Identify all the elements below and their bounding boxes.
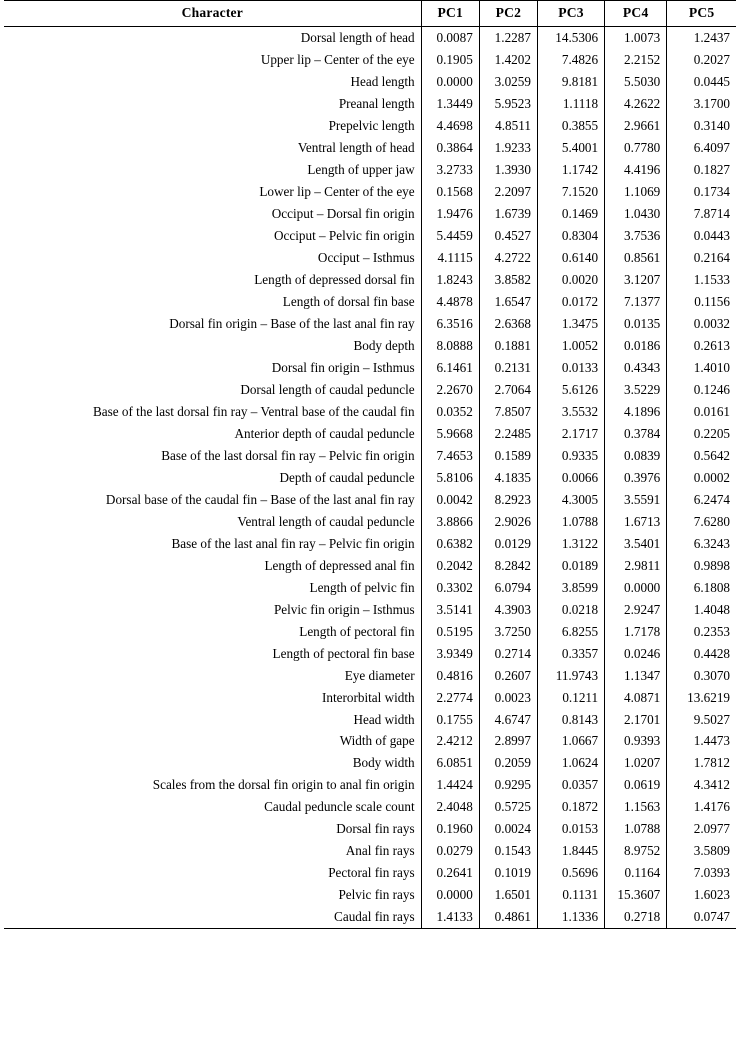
cell-pc2: 8.2842	[479, 554, 537, 576]
table-row	[4, 906, 736, 928]
table-row	[4, 796, 736, 818]
cell-pc2: 3.8582	[479, 268, 537, 290]
cell-pc5: 0.1734	[667, 180, 736, 202]
cell-character: Base of the last dorsal fin ray – Pelvic fin origin	[161, 447, 415, 463]
table-row	[4, 774, 736, 796]
cell-pc3: 4.3005	[537, 488, 604, 510]
cell-pc4: 0.0186	[605, 334, 667, 356]
cell-pc4: 0.8561	[605, 246, 667, 268]
cell-pc3: 1.0667	[537, 730, 604, 752]
cell-pc1: 5.9668	[421, 422, 479, 444]
cell-pc1: 5.8106	[421, 466, 479, 488]
cell-pc2: 2.6368	[479, 312, 537, 334]
cell-character: Interorbital width	[321, 689, 415, 705]
cell-pc2: 0.0024	[479, 818, 537, 840]
cell-pc4: 1.7178	[605, 620, 667, 642]
table-row	[4, 268, 736, 290]
cell-pc3: 0.0218	[537, 598, 604, 620]
table-row	[4, 510, 736, 532]
cell-pc4: 3.5229	[605, 378, 667, 400]
cell-pc1: 0.6382	[421, 532, 479, 554]
cell-pc5: 2.0977	[667, 818, 736, 840]
cell-pc2: 3.7250	[479, 620, 537, 642]
cell-pc2: 2.7064	[479, 378, 537, 400]
cell-pc5: 0.0445	[667, 71, 736, 93]
cell-character: Lower lip – Center of the eye	[259, 183, 415, 199]
cell-pc5: 0.0161	[667, 400, 736, 422]
cell-pc2: 1.3930	[479, 159, 537, 181]
table-row	[4, 642, 736, 664]
cell-pc2: 0.1589	[479, 444, 537, 466]
cell-pc1: 0.0087	[421, 26, 479, 48]
cell-character: Dorsal base of the caudal fin – Base of the last anal fin ray	[105, 491, 415, 507]
cell-pc4: 0.0000	[605, 576, 667, 598]
cell-character: Pelvic fin rays	[338, 887, 415, 903]
cell-pc3: 0.6140	[537, 246, 604, 268]
cell-pc1: 2.4212	[421, 730, 479, 752]
cell-pc4: 0.3784	[605, 422, 667, 444]
cell-pc5: 6.1808	[667, 576, 736, 598]
cell-pc2: 5.9523	[479, 93, 537, 115]
cell-pc3: 1.0624	[537, 752, 604, 774]
cell-pc3: 0.0172	[537, 290, 604, 312]
cell-pc3: 0.9335	[537, 444, 604, 466]
cell-character: Preanal length	[338, 95, 415, 111]
cell-pc4: 1.0073	[605, 26, 667, 48]
cell-pc3: 0.8143	[537, 708, 604, 730]
cell-pc4: 2.9661	[605, 115, 667, 137]
table-row	[4, 444, 736, 466]
table-row	[4, 49, 736, 71]
table-row	[4, 93, 736, 115]
cell-pc3: 0.0153	[537, 818, 604, 840]
cell-pc5: 1.1533	[667, 268, 736, 290]
table-row	[4, 730, 736, 752]
cell-character: Depth of caudal peduncle	[279, 469, 415, 485]
cell-pc3: 1.1742	[537, 159, 604, 181]
cell-character: Anterior depth of caudal peduncle	[234, 425, 415, 441]
cell-character: Ventral length of head	[297, 139, 415, 155]
cell-character: Caudal peduncle scale count	[264, 799, 415, 815]
cell-character: Base of the last anal fin ray – Pelvic fin origin	[171, 535, 415, 551]
column-header-pc2: PC2	[479, 1, 537, 27]
cell-pc5: 1.4176	[667, 796, 736, 818]
cell-pc3: 0.3357	[537, 642, 604, 664]
cell-pc5: 6.3243	[667, 532, 736, 554]
cell-pc3: 1.3475	[537, 312, 604, 334]
table-row	[4, 180, 736, 202]
cell-pc4: 1.0788	[605, 818, 667, 840]
cell-pc2: 0.2131	[479, 356, 537, 378]
cell-pc1: 0.0042	[421, 488, 479, 510]
cell-pc4: 1.0207	[605, 752, 667, 774]
cell-pc5: 3.1700	[667, 93, 736, 115]
table-row	[4, 400, 736, 422]
column-header-character: Character	[4, 1, 421, 27]
cell-pc3: 6.8255	[537, 620, 604, 642]
table-row	[4, 664, 736, 686]
cell-pc1: 1.8243	[421, 268, 479, 290]
cell-pc1: 0.3302	[421, 576, 479, 598]
cell-pc3: 14.5306	[537, 26, 604, 48]
cell-pc5: 0.1156	[667, 290, 736, 312]
cell-pc3: 5.6126	[537, 378, 604, 400]
table-row	[4, 884, 736, 906]
cell-pc5: 6.4097	[667, 137, 736, 159]
cell-character: Ventral length of caudal peduncle	[237, 513, 415, 529]
cell-pc1: 0.4816	[421, 664, 479, 686]
cell-character: Scales from the dorsal fin origin to anal fin origin	[152, 777, 415, 793]
table-row	[4, 466, 736, 488]
table-row	[4, 159, 736, 181]
cell-character: Length of depressed anal fin	[264, 557, 415, 573]
cell-pc1: 0.5195	[421, 620, 479, 642]
cell-pc3: 0.3855	[537, 115, 604, 137]
cell-pc1: 2.2670	[421, 378, 479, 400]
cell-pc3: 0.0357	[537, 774, 604, 796]
cell-pc4: 7.1377	[605, 290, 667, 312]
cell-pc2: 0.0023	[479, 686, 537, 708]
cell-pc5: 0.3070	[667, 664, 736, 686]
cell-pc4: 3.5401	[605, 532, 667, 554]
cell-pc4: 0.0135	[605, 312, 667, 334]
cell-pc3: 0.1469	[537, 202, 604, 224]
cell-pc5: 6.2474	[667, 488, 736, 510]
cell-pc1: 4.1115	[421, 246, 479, 268]
table-row	[4, 818, 736, 840]
cell-pc5: 0.2613	[667, 334, 736, 356]
cell-pc3: 1.3122	[537, 532, 604, 554]
cell-pc3: 0.1131	[537, 884, 604, 906]
table-row	[4, 840, 736, 862]
table-row	[4, 137, 736, 159]
cell-character: Dorsal length of caudal peduncle	[240, 381, 415, 397]
cell-pc5: 7.6280	[667, 510, 736, 532]
cell-character: Body depth	[353, 337, 415, 353]
table-row	[4, 532, 736, 554]
cell-character: Dorsal length of head	[300, 29, 415, 45]
cell-pc3: 9.8181	[537, 71, 604, 93]
cell-pc2: 0.4861	[479, 906, 537, 928]
cell-character: Eye diameter	[344, 667, 415, 683]
cell-pc5: 0.2205	[667, 422, 736, 444]
cell-pc5: 0.0002	[667, 466, 736, 488]
table-row	[4, 422, 736, 444]
cell-pc5: 0.2164	[667, 246, 736, 268]
table-row	[4, 862, 736, 884]
cell-pc2: 0.2607	[479, 664, 537, 686]
table-row	[4, 312, 736, 334]
cell-pc5: 0.5642	[667, 444, 736, 466]
cell-pc1: 6.1461	[421, 356, 479, 378]
cell-character: Length of pectoral fin base	[272, 645, 415, 661]
cell-pc4: 0.1164	[605, 862, 667, 884]
cell-pc4: 3.7536	[605, 224, 667, 246]
cell-pc1: 0.1960	[421, 818, 479, 840]
cell-character: Occiput – Isthmus	[317, 249, 415, 265]
cell-pc2: 0.1881	[479, 334, 537, 356]
cell-character: Occiput – Dorsal fin origin	[271, 205, 415, 221]
cell-pc5: 4.3412	[667, 774, 736, 796]
cell-pc2: 7.8507	[479, 400, 537, 422]
cell-character: Dorsal fin origin – Isthmus	[271, 359, 415, 375]
cell-pc2: 1.2287	[479, 26, 537, 48]
cell-pc5: 0.1246	[667, 378, 736, 400]
cell-pc5: 0.1827	[667, 159, 736, 181]
cell-pc1: 0.0000	[421, 71, 479, 93]
cell-character: Upper lip – Center of the eye	[260, 51, 415, 67]
cell-pc1: 1.3449	[421, 93, 479, 115]
cell-character: Length of upper jaw	[307, 161, 415, 177]
cell-pc5: 0.0032	[667, 312, 736, 334]
cell-pc3: 7.1520	[537, 180, 604, 202]
cell-pc1: 6.0851	[421, 752, 479, 774]
cell-pc5: 0.4428	[667, 642, 736, 664]
cell-pc5: 1.2437	[667, 26, 736, 48]
cell-pc2: 1.9233	[479, 137, 537, 159]
table-row	[4, 488, 736, 510]
header-row	[4, 1, 736, 27]
table-row	[4, 554, 736, 576]
cell-pc1: 3.8866	[421, 510, 479, 532]
cell-pc1: 0.3864	[421, 137, 479, 159]
cell-pc1: 5.4459	[421, 224, 479, 246]
cell-pc1: 0.0279	[421, 840, 479, 862]
cell-pc3: 0.0020	[537, 268, 604, 290]
cell-pc1: 2.4048	[421, 796, 479, 818]
cell-character: Body width	[352, 755, 415, 771]
table-row	[4, 71, 736, 93]
table-header	[4, 1, 736, 27]
cell-pc4: 0.0246	[605, 642, 667, 664]
cell-pc4: 8.9752	[605, 840, 667, 862]
cell-pc3: 11.9743	[537, 664, 604, 686]
cell-pc1: 0.2641	[421, 862, 479, 884]
cell-pc2: 0.2059	[479, 752, 537, 774]
cell-pc2: 1.6547	[479, 290, 537, 312]
table-row	[4, 686, 736, 708]
cell-character: Head length	[350, 73, 415, 89]
column-header-pc4: PC4	[605, 1, 667, 27]
cell-pc2: 4.6747	[479, 708, 537, 730]
cell-pc5: 0.0443	[667, 224, 736, 246]
cell-pc2: 0.1019	[479, 862, 537, 884]
table-row	[4, 224, 736, 246]
cell-character: Dorsal fin rays	[336, 821, 415, 837]
cell-pc1: 0.1568	[421, 180, 479, 202]
cell-character: Dorsal fin origin – Base of the last anal fin ray	[169, 315, 415, 331]
cell-pc5: 0.2353	[667, 620, 736, 642]
cell-character: Length of pelvic fin	[309, 579, 415, 595]
cell-pc3: 0.1211	[537, 686, 604, 708]
cell-pc2: 2.8997	[479, 730, 537, 752]
cell-pc5: 7.8714	[667, 202, 736, 224]
cell-character: Pelvic fin origin – Isthmus	[273, 601, 415, 617]
cell-pc1: 6.3516	[421, 312, 479, 334]
cell-pc1: 0.0352	[421, 400, 479, 422]
cell-pc1: 0.0000	[421, 884, 479, 906]
cell-character: Anal fin rays	[345, 843, 415, 859]
cell-pc3: 3.8599	[537, 576, 604, 598]
cell-pc3: 3.5532	[537, 400, 604, 422]
cell-pc3: 0.5696	[537, 862, 604, 884]
cell-character: Occiput – Pelvic fin origin	[273, 227, 415, 243]
cell-pc4: 4.1896	[605, 400, 667, 422]
cell-pc1: 1.4133	[421, 906, 479, 928]
cell-pc4: 0.0619	[605, 774, 667, 796]
cell-pc5: 1.6023	[667, 884, 736, 906]
table-row	[4, 378, 736, 400]
cell-pc2: 2.9026	[479, 510, 537, 532]
table-row	[4, 290, 736, 312]
cell-pc4: 0.2718	[605, 906, 667, 928]
cell-pc2: 4.2722	[479, 246, 537, 268]
cell-pc5: 0.0747	[667, 906, 736, 928]
cell-pc3: 2.1717	[537, 422, 604, 444]
table-row	[4, 598, 736, 620]
cell-pc1: 0.2042	[421, 554, 479, 576]
cell-pc4: 4.4196	[605, 159, 667, 181]
cell-pc4: 2.1701	[605, 708, 667, 730]
cell-pc4: 1.1069	[605, 180, 667, 202]
cell-pc2: 8.2923	[479, 488, 537, 510]
cell-pc2: 0.5725	[479, 796, 537, 818]
table-row	[4, 576, 736, 598]
cell-pc4: 0.9393	[605, 730, 667, 752]
cell-pc1: 2.2774	[421, 686, 479, 708]
cell-pc2: 2.2485	[479, 422, 537, 444]
cell-pc5: 7.0393	[667, 862, 736, 884]
cell-pc2: 1.4202	[479, 49, 537, 71]
cell-pc3: 1.0052	[537, 334, 604, 356]
cell-pc2: 0.9295	[479, 774, 537, 796]
cell-pc3: 0.1872	[537, 796, 604, 818]
cell-pc5: 0.3140	[667, 115, 736, 137]
cell-pc3: 0.0189	[537, 554, 604, 576]
cell-pc4: 2.9247	[605, 598, 667, 620]
cell-pc5: 1.4010	[667, 356, 736, 378]
cell-pc3: 0.0066	[537, 466, 604, 488]
cell-character: Caudal fin rays	[4, 906, 421, 928]
cell-pc3: 5.4001	[537, 137, 604, 159]
cell-pc2: 1.6739	[479, 202, 537, 224]
cell-pc5: 9.5027	[667, 708, 736, 730]
cell-pc1: 3.9349	[421, 642, 479, 664]
table-row	[4, 752, 736, 774]
cell-character: Prepelvic length	[328, 117, 415, 133]
cell-character: Width of gape	[339, 733, 415, 749]
cell-pc4: 3.1207	[605, 268, 667, 290]
cell-pc1: 4.4878	[421, 290, 479, 312]
cell-pc2: 4.3903	[479, 598, 537, 620]
cell-pc2: 0.2714	[479, 642, 537, 664]
table-row	[4, 356, 736, 378]
table-row	[4, 115, 736, 137]
cell-pc4: 3.5591	[605, 488, 667, 510]
table-row	[4, 246, 736, 268]
cell-pc3: 1.1118	[537, 93, 604, 115]
cell-pc5: 3.5809	[667, 840, 736, 862]
cell-pc5: 0.9898	[667, 554, 736, 576]
cell-pc2: 4.8511	[479, 115, 537, 137]
cell-pc4: 15.3607	[605, 884, 667, 906]
cell-pc1: 1.4424	[421, 774, 479, 796]
cell-pc2: 2.2097	[479, 180, 537, 202]
cell-pc5: 1.4473	[667, 730, 736, 752]
column-header-pc1: PC1	[421, 1, 479, 27]
cell-pc2: 0.0129	[479, 532, 537, 554]
cell-pc2: 3.0259	[479, 71, 537, 93]
cell-pc4: 2.2152	[605, 49, 667, 71]
cell-character: Length of pectoral fin	[299, 623, 415, 639]
cell-pc1: 0.1905	[421, 49, 479, 71]
cell-pc4: 4.2622	[605, 93, 667, 115]
cell-pc5: 13.6219	[667, 686, 736, 708]
cell-pc4: 1.1563	[605, 796, 667, 818]
table-row	[4, 708, 736, 730]
cell-pc5: 1.7812	[667, 752, 736, 774]
cell-pc1: 8.0888	[421, 334, 479, 356]
cell-pc1: 7.4653	[421, 444, 479, 466]
cell-character: Length of dorsal fin base	[282, 293, 415, 309]
cell-character: Pectoral fin rays	[328, 865, 415, 881]
cell-pc5: 0.2027	[667, 49, 736, 71]
table-body	[4, 26, 736, 928]
cell-pc2: 1.6501	[479, 884, 537, 906]
cell-pc4: 1.6713	[605, 510, 667, 532]
cell-pc3: 1.8445	[537, 840, 604, 862]
cell-pc1: 4.4698	[421, 115, 479, 137]
cell-pc5: 1.4048	[667, 598, 736, 620]
table-row	[4, 26, 736, 48]
table-row	[4, 202, 736, 224]
cell-pc3: 0.8304	[537, 224, 604, 246]
cell-pc4: 0.7780	[605, 137, 667, 159]
cell-pc4: 5.5030	[605, 71, 667, 93]
cell-pc3: 1.0788	[537, 510, 604, 532]
cell-pc1: 3.2733	[421, 159, 479, 181]
cell-pc4: 0.4343	[605, 356, 667, 378]
cell-character: Length of depressed dorsal fin	[254, 271, 415, 287]
cell-pc4: 0.3976	[605, 466, 667, 488]
cell-pc3: 1.1336	[537, 906, 604, 928]
cell-pc4: 4.0871	[605, 686, 667, 708]
cell-pc3: 0.0133	[537, 356, 604, 378]
cell-pc2: 4.1835	[479, 466, 537, 488]
cell-pc2: 0.1543	[479, 840, 537, 862]
cell-character: Head width	[353, 711, 415, 727]
cell-pc3: 7.4826	[537, 49, 604, 71]
table-row	[4, 334, 736, 356]
cell-pc4: 2.9811	[605, 554, 667, 576]
column-header-pc3: PC3	[537, 1, 604, 27]
cell-pc4: 0.0839	[605, 444, 667, 466]
cell-pc2: 6.0794	[479, 576, 537, 598]
cell-pc4: 1.1347	[605, 664, 667, 686]
pca-loadings-table	[4, 0, 736, 929]
cell-pc1: 3.5141	[421, 598, 479, 620]
cell-character: Base of the last dorsal fin ray – Ventral base of the caudal fin	[92, 403, 415, 419]
cell-pc4: 1.0430	[605, 202, 667, 224]
cell-pc1: 1.9476	[421, 202, 479, 224]
column-header-pc5: PC5	[667, 1, 736, 27]
cell-pc1: 0.1755	[421, 708, 479, 730]
cell-pc2: 0.4527	[479, 224, 537, 246]
table-row	[4, 620, 736, 642]
